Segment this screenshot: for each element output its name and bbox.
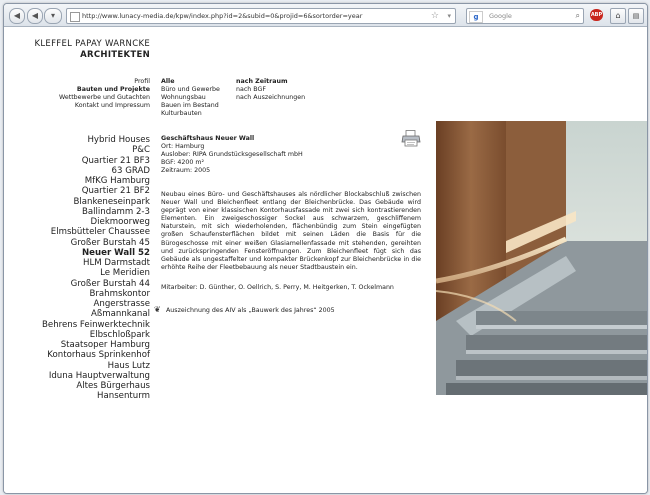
- brand-subtitle[interactable]: ARCHITEKTEN: [80, 50, 150, 60]
- type-filter: [161, 78, 220, 118]
- project-list-item[interactable]: Hybrid Houses: [87, 135, 150, 145]
- category-nav: [59, 78, 150, 110]
- address-bar[interactable]: [66, 8, 456, 24]
- project-title: Geschäftshaus Neuer Wall: [161, 135, 255, 142]
- project-list-item[interactable]: Haus Lutz: [107, 360, 150, 371]
- project-list-item[interactable]: Elmsbütteler Chaussee: [50, 227, 150, 238]
- chevron-down-icon: ▾: [50, 11, 55, 20]
- project-list-item[interactable]: Iduna Hauptverwaltung: [48, 370, 150, 381]
- project-list-item[interactable]: Quartier 21 BF2: [81, 186, 150, 197]
- sort-filter: [236, 78, 305, 102]
- project-list-item[interactable]: Elbschloßpark: [89, 329, 150, 340]
- sort-by-period[interactable]: nach Zeitraum: [236, 78, 288, 85]
- filter-type-item[interactable]: Büro und Gewerbe: [161, 86, 220, 94]
- project-list-item[interactable]: Blankeneseinpark: [73, 196, 150, 207]
- project-list-item[interactable]: 63 GRAD: [111, 165, 150, 176]
- filter-type-item[interactable]: Kulturbauten: [161, 110, 202, 118]
- project-list-item[interactable]: Brahmskontor: [89, 288, 150, 299]
- project-list-item[interactable]: Angerstrasse: [93, 299, 150, 309]
- project-area: BGF: 4200 m²: [161, 159, 205, 167]
- category-nav-item[interactable]: Wettbewerbe und Gutachten: [59, 94, 150, 102]
- project-list: [42, 135, 150, 402]
- filter-type-item[interactable]: Wohnungsbau: [161, 94, 206, 102]
- back-button[interactable]: [9, 8, 25, 24]
- project-list-item[interactable]: Behrens Feinwerktechnik: [42, 319, 150, 330]
- project-period: Zeitraum: 2005: [161, 167, 211, 175]
- project-list-item[interactable]: Altes Bürgerhaus: [76, 381, 150, 391]
- laurel-award-icon: ❦: [154, 305, 161, 314]
- project-list-item[interactable]: Staatsoper Hamburg: [60, 340, 150, 350]
- forward-button[interactable]: [27, 8, 43, 24]
- search-placeholder: Google: [489, 12, 512, 20]
- filter-type-item[interactable]: Bauen im Bestand: [161, 102, 219, 110]
- category-nav-item[interactable]: Profil: [134, 78, 150, 85]
- home-button[interactable]: [610, 8, 626, 24]
- project-list-item[interactable]: Ballindamm 2-3: [81, 206, 150, 217]
- history-dropdown-button[interactable]: [44, 8, 62, 24]
- project-client: Auslober: RIPA Grundstücksgesellschaft mbH: [161, 151, 303, 159]
- web-page: [4, 27, 647, 493]
- project-description: Neubau eines Büro- und Geschäftshauses als nördlicher Blockabschluß zwischen Neuer Wall und Bleichenfleet entlang der Bleichenbrücke. Das Gebäude wird geprägt von einer klassischen Kontorhausfassade mit zwei sich kontrastierenden Elementen. Ein zweigeschossiger Sockel aus schwarzem, geschliffenem Naturstein, mit sich wiederholenden, flächenbündig zum Stein eingefügten großen Schaufensterflächen bildet mit seinen Läden die Basis für die Bürogeschosse mit einer weißen Glasiamellenfassade mit stehenden, gereihten und zurückspringenden Fensteröffnungen. Zum Bleichenfleet fügt sich das Gebäude als ungestaffelter und kompakter Brückenkopf zur Bleichenbrücke in die erhöhte Reihe der Fleetbebauung als neuer Stadtbaustein ein.: [161, 191, 421, 271]
- project-list-item[interactable]: Großer Burstah 45: [70, 237, 150, 248]
- project-list-item[interactable]: P&C: [132, 145, 150, 156]
- forward-arrow-icon: ◀: [31, 11, 39, 20]
- project-location: Ort: Hamburg: [161, 143, 205, 151]
- project-list-item[interactable]: Kontorhaus Sprinkenhof: [47, 350, 150, 361]
- printer-icon[interactable]: [401, 130, 421, 147]
- bookmarks-icon: ▤: [632, 12, 640, 20]
- filter-type-all[interactable]: Alle: [161, 78, 175, 85]
- adblock-button[interactable]: [590, 9, 603, 21]
- project-photo-stairwell[interactable]: [436, 121, 647, 395]
- bookmark-star-icon[interactable]: ☆: [430, 11, 439, 21]
- project-list-item[interactable]: Quartier 21 BF3: [81, 155, 150, 166]
- project-team: Mitarbeiter: D. Günther, O. Oellrich, S. Perry, M. Heitgerken, T. Ockelmann: [161, 284, 394, 291]
- project-list-item[interactable]: Aßmannkanal: [90, 309, 150, 320]
- browser-window: [3, 3, 648, 494]
- project-list-item[interactable]: HLM Darmstadt: [83, 258, 150, 268]
- home-icon: ⌂: [615, 11, 621, 20]
- brand-name[interactable]: KLEFFEL PAPAY WARNCKE: [34, 39, 150, 49]
- url-history-dropdown-icon[interactable]: ▾: [447, 12, 451, 20]
- address-bar-url: http://www.lunacy-media.de/kpw/index.php?id=2&subid=0&projid=6&sortorder=year: [82, 12, 363, 20]
- project-list-item[interactable]: Le Meridien: [100, 268, 150, 279]
- sort-option[interactable]: nach BGF: [236, 86, 267, 94]
- project-detail: [161, 135, 421, 175]
- page-favicon-icon: [70, 12, 80, 22]
- project-list-item[interactable]: Hansenturm: [97, 391, 150, 402]
- category-nav-item[interactable]: Kontakt und Impressum: [74, 102, 150, 110]
- project-list-item[interactable]: MfKG Hamburg: [84, 176, 150, 186]
- project-award: [154, 306, 335, 315]
- google-icon[interactable]: g: [469, 11, 483, 23]
- category-nav-item[interactable]: Bauten und Projekte: [76, 86, 150, 94]
- adblock-label: ABP: [590, 12, 603, 18]
- sort-option[interactable]: nach Auszeichnungen: [236, 94, 306, 102]
- search-input[interactable]: [466, 8, 584, 24]
- browser-toolbar: [4, 4, 647, 27]
- award-text: Auszeichnung des AIV als „Bauwerk des Jahres“ 2005: [166, 307, 335, 315]
- back-arrow-icon: ◀: [13, 11, 21, 20]
- project-list-item[interactable]: Diekmoorweg: [90, 217, 150, 227]
- project-list-item[interactable]: Großer Burstah 44: [70, 278, 150, 289]
- search-icon[interactable]: ⌕: [575, 11, 580, 20]
- bookmarks-button[interactable]: [628, 8, 644, 24]
- project-list-item[interactable]: Neuer Wall 52: [81, 247, 150, 258]
